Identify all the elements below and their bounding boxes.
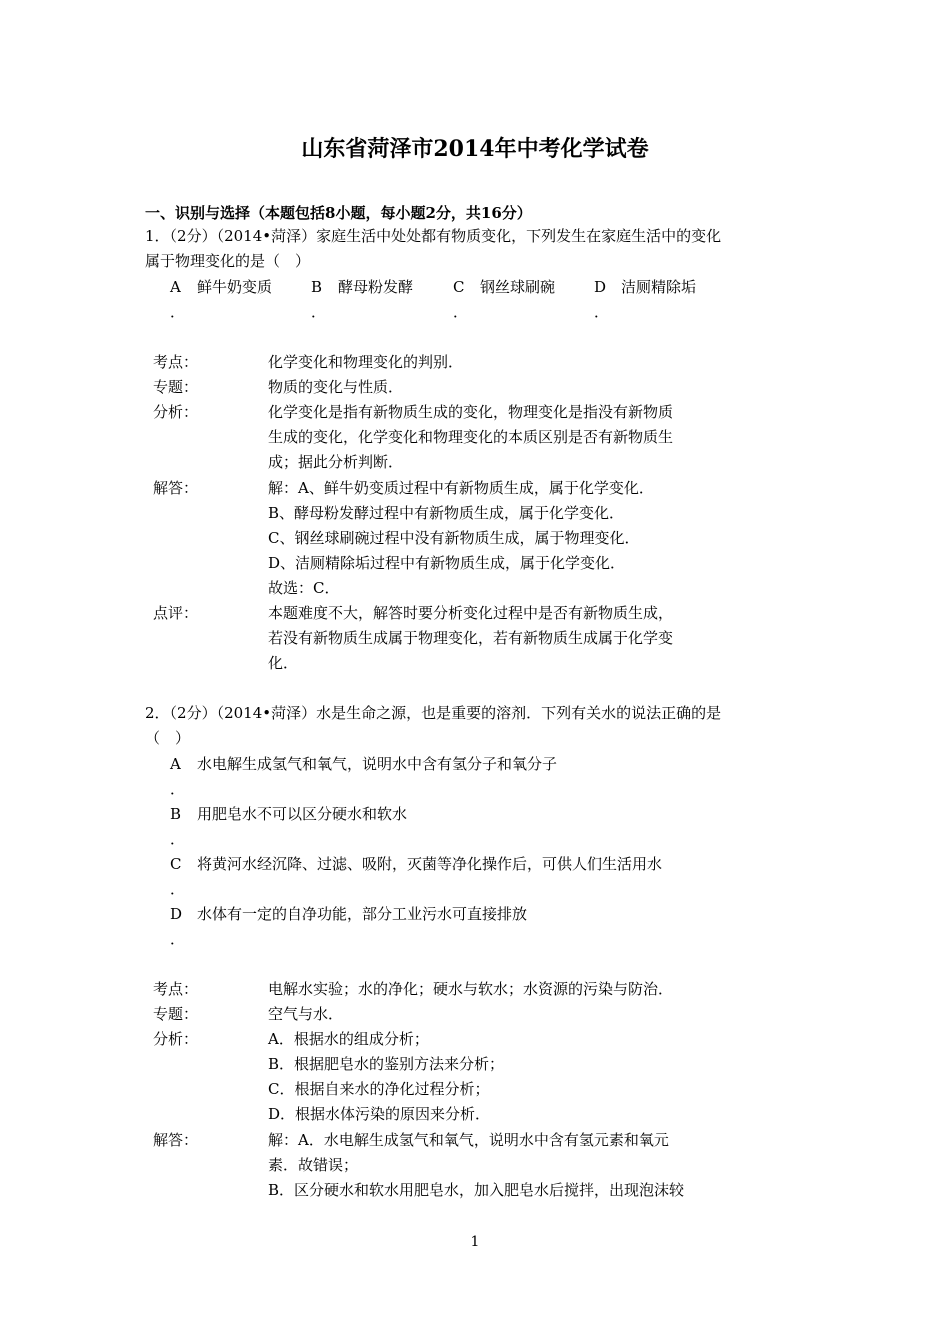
q1-jieda-line-1: 解：A、鲜牛奶变质过程中有新物质生成，属于化学变化． xyxy=(268,479,654,497)
q1-dianping-line-1: 本题难度不大，解答时要分析变化过程中是否有新物质生成， xyxy=(268,604,674,622)
q1-fenxi-line-3: 成；据此分析判断． xyxy=(268,453,404,471)
q1-dianping-line-2: 若没有新物质生成属于物理变化，若有新物质生成属于化学变 xyxy=(268,629,674,647)
q2-zhuanti: 空气与水． xyxy=(268,1005,344,1023)
q2-option-c-text: 将黄河水经沉降、过滤、吸附，灭菌等净化操作后，可供人们生活用水 xyxy=(197,855,663,873)
q2-option-c-letter: C xyxy=(170,855,182,873)
q1-zhuanti-label: 专题： xyxy=(153,378,199,396)
page-title: 山东省菏泽市2014年中考化学试卷 xyxy=(301,136,649,162)
q2-fenxi-label: 分析： xyxy=(153,1030,199,1048)
q1-option-a-dot: ． xyxy=(170,303,186,321)
q2-stem-line-1: 2．（2分）（2014•菏泽）水是生命之源，也是重要的溶剂．下列有关水的说法正确的是 xyxy=(145,704,722,722)
q2-fenxi-line-4: D．根据水体污染的原因来分析． xyxy=(268,1105,491,1123)
q1-kaodian: 化学变化和物理变化的判别． xyxy=(268,353,464,371)
q1-option-d-letter: D xyxy=(594,278,607,296)
q1-jieda-line-2: B、酵母粉发酵过程中有新物质生成，属于化学变化． xyxy=(268,504,625,522)
q1-option-b-dot: ． xyxy=(311,303,327,321)
q1-option-d-dot: ． xyxy=(594,303,610,321)
q1-fenxi-label: 分析： xyxy=(153,403,199,421)
q2-fenxi-line-3: C．根据自来水的净化过程分析； xyxy=(268,1080,490,1098)
q1-stem-line-2: 属于物理变化的是（ ） xyxy=(145,252,311,270)
q2-option-a-text: 水电解生成氢气和氧气，说明水中含有氢分子和氧分子 xyxy=(197,755,558,773)
q2-jieda-line-3: B．区分硬水和软水用肥皂水，加入肥皂水后搅拌，出现泡沫较 xyxy=(268,1181,685,1199)
q1-option-c-dot: ． xyxy=(453,303,469,321)
q1-fenxi-line-1: 化学变化是指有新物质生成的变化，物理变化是指没有新物质 xyxy=(268,403,674,421)
q2-jieda-label: 解答： xyxy=(153,1131,199,1149)
page-number: 1 xyxy=(470,1234,480,1250)
q1-option-a-letter: A xyxy=(170,278,181,296)
q2-fenxi-line-1: A．根据水的组成分析； xyxy=(268,1030,429,1048)
q2-option-b-text: 用肥皂水不可以区分硬水和软水 xyxy=(197,805,408,823)
q2-kaodian-label: 考点： xyxy=(153,980,199,998)
q1-option-b-text: 酵母粉发酵 xyxy=(338,278,414,296)
q2-jieda-line-1: 解：A．水电解生成氢气和氧气，说明水中含有氢元素和氧元 xyxy=(268,1131,669,1149)
q2-kaodian: 电解水实验；水的净化；硬水与软水；水资源的污染与防治． xyxy=(268,980,674,998)
q2-option-a-dot: ． xyxy=(170,780,186,798)
q1-jieda-line-3: C、钢丝球刷碗过程中没有新物质生成，属于物理变化． xyxy=(268,529,640,547)
q2-zhuanti-label: 专题： xyxy=(153,1005,199,1023)
section-heading: 一、识别与选择（本题包括8小题，每小题2分，共16分） xyxy=(145,204,532,222)
q2-option-c-dot: ． xyxy=(170,880,186,898)
q2-fenxi-line-2: B．根据肥皂水的鉴别方法来分析； xyxy=(268,1055,505,1073)
q2-option-a-letter: A xyxy=(170,755,181,773)
q1-dianping-line-3: 化． xyxy=(268,654,299,672)
q2-jieda-line-2: 素．故错误； xyxy=(268,1156,359,1174)
q2-stem-line-2: （ ） xyxy=(145,729,191,747)
q1-kaodian-label: 考点： xyxy=(153,353,199,371)
q1-dianping-label: 点评： xyxy=(153,604,199,622)
q1-stem-line-1: 1．（2分）（2014•菏泽）家庭生活中处处都有物质变化，下列发生在家庭生活中的变化 xyxy=(145,227,722,245)
q2-option-b-dot: ． xyxy=(170,830,186,848)
q2-option-d-letter: D xyxy=(170,905,183,923)
q1-fenxi-line-2: 生成的变化，化学变化和物理变化的本质区别是否有新物质生 xyxy=(268,428,674,446)
q1-option-c-text: 钢丝球刷碗 xyxy=(480,278,556,296)
q1-jieda-line-4: D、洁厕精除垢过程中有新物质生成，属于化学变化． xyxy=(268,554,626,572)
q1-option-c-letter: C xyxy=(453,278,465,296)
q1-zhuanti: 物质的变化与性质． xyxy=(268,378,404,396)
q2-option-d-text: 水体有一定的自净功能，部分工业污水可直接排放 xyxy=(197,905,528,923)
q2-option-d-dot: ． xyxy=(170,930,186,948)
q1-jieda-line-5: 故选：C． xyxy=(268,579,340,597)
q1-option-d-text: 洁厕精除垢 xyxy=(621,278,697,296)
q2-option-b-letter: B xyxy=(170,805,182,823)
q1-option-a-text: 鲜牛奶变质 xyxy=(197,278,273,296)
q1-option-b-letter: B xyxy=(311,278,323,296)
q1-jieda-label: 解答： xyxy=(153,479,199,497)
